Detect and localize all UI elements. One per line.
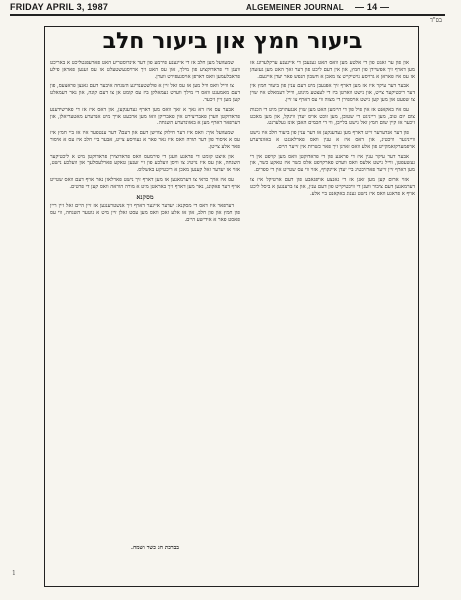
paragraph: אבער דער עיקר איז אז מען דארף זיך אפגעבן מיט דעם ענין פון ביעור חמץ אין דער ריכטיקער צייט, און נישט ווארטן ביז די לעצטע מינוט, ווייל דעמאלט איז שוין צו שפעט און מען קען נישט אויספירן די מצוה ווי עס דארף צו זיין. (250, 83, 415, 103)
paragraph: שמעוועל מען חלב אז די אייגענע פירמע פון דער אינדוסטריע האט פארעפנטליכט א באריכט וועגן די פראדוקציע פון מילך, און עס האט זיך ארויסגעשטעלט אז עס זענען פאראן פילע פראבלעמען וואס דארפן אויסגעפירט ווערן. (50, 60, 240, 80)
margin-mark: 1 (12, 570, 16, 577)
paragraph: שמעוועל איך: וואס איז דער חילוק צווישן דעם און דעם? דער ענטפער איז אז ביי חמץ איז עס א איסור פון דער תורה וואס איז נאר פאר א געוויסע צייט, אבער ביי חלב איז עס א איסור פאר אלע צייטן. (50, 130, 240, 150)
left-column (50, 60, 240, 582)
bsd-mark: בס"ד (430, 17, 442, 24)
closing-greeting: בברכת חג כשר ושמח. (131, 545, 179, 551)
paragraph: עס איז אויך כדאי צו דערמאנען אז מען דארף זיך נישט פארלאזן נאר אויף דעם וואס שטייט אויף דער פאקונג, נאר מען דארף זיך באראטן מיט א מורה הוראה וואס קען די פרטים. (50, 176, 240, 190)
paragraph: און פון ער זאגט פון די אלטע מען וואס האט געגעבן די אייגענע ערקלערונג אז מען דארף זיך אפשיידן פון חמץ, און אין דעם ליכט פון דער זאך האט מען געזעהן אז עס איז פאראן א גרויסע נויטיקייט צו מאכן א חשבון הנפש פאר יעדן איינעם. (250, 60, 415, 80)
issue-date: FRIDAY APRIL 3, 1987 (10, 2, 109, 12)
article-title: ביעור חמץ און ביעור חלב (102, 29, 363, 54)
paragraph: און איצט קומט די פראגע וועגן די פירמעס וואס פראדוצירן פראדוקטן מיט א ליכטיקער השגחה, און עס איז נויטיג צו וויסן וועלכע פון זיי זענען טאקע פארלעסלעך און וועלכע נישט, אזוי אז יעדער זאל קענען מאכן א ריכטיקע באשלוס. (50, 153, 240, 174)
paragraph: פון דער אנדערער זייט דארף מען געדענקען אז דער ענין פון ביעור חלב איז נישט ווייניגער וויכטיג, און דאס איז א ענין וואס פארלאנגט א באזונדערע אויפמערקזאמקייט פון אלע וואס זארגן זיך פאר כשרות אין זייער היים. (250, 130, 415, 150)
section-subheading: מסקנא (136, 192, 154, 201)
paragraph: אזוי ארום קען מען זאגן אז די גאנצע אויפגאבע פון דעם ארטיקל איז צו דערמאנען דעם ציבור וועגן די וויכטיקייט פון דעם ענין, און צו ברענגען א ביסל ליכט אויף א פראגע וואס איז נישט גענוג באקאנט ביי אלע. (250, 176, 415, 197)
newspaper-name: ALGEMEINER JOURNAL (246, 2, 344, 12)
paragraph: עס איז באקאנט אז אין פיל פון די היימען האט מען שוין אנגעהויבן מיט די הכנות צום יום טוב, מען רייניגט די שטובן, מען זוכט אויס יעדן ווינקל, און מען מאכט זיכער אז קיין שום חמץ זאל נישט בלייבן, ווי די חכמים האבן אונז געלערנט. (250, 106, 415, 127)
paragraph: צו ווייל וואס וויל מען אז עס זאל זיין א פולשטענדיגע השגחה איבער דעם גאנצן פראצעס, פון דעם מאמענט וואס די מילך ווערט געמאלקן ביז עס קומט אן צו דעם קונה, און נאר דעמאלט קען מען זיין זיכער. (50, 83, 240, 103)
paragraph: אבער דער עיקר ענין איז די פראגע פון די פראדוקטן וואס מען קויפט אין די געשעפטן, ווייל נישט אלעס וואס ווערט פארקויפט אלס כשר איז טאקע כשר, און מען דארף זיין זייער פארזיכטיג ביי יעדן איינקויף, אזוי ווי עס שטייט אין די ספרים. (250, 153, 415, 174)
paragraph: אבער עס איז דא נאך א זאך וואס מען דארף געדענקען, און דאס איז אז די פארשידענע פראדוקטן ווערן פאבריצירט אין פאבריקן וואו מען ארבעט אויך מיט אנדערע מאטעריאלן, און דערפאר דארף מען א באזונדערע השגחה. (50, 106, 240, 127)
right-column (250, 60, 415, 582)
conclusion-paragraph: דערפאר איז דאס די מסקנא: יעדער איינער דארף זיך אנשטרענגען אז זיין היים זאל זיין ריין פון חמץ און פון חלב, און אז אלע זאכן וואס מען עסט זאלן זיין מיט א גוטער השגחה, ווי עס פאסט פאר א אידישע היים. (50, 203, 240, 223)
page-number: — 14 — (355, 2, 390, 12)
newspaper-header (10, 0, 445, 16)
